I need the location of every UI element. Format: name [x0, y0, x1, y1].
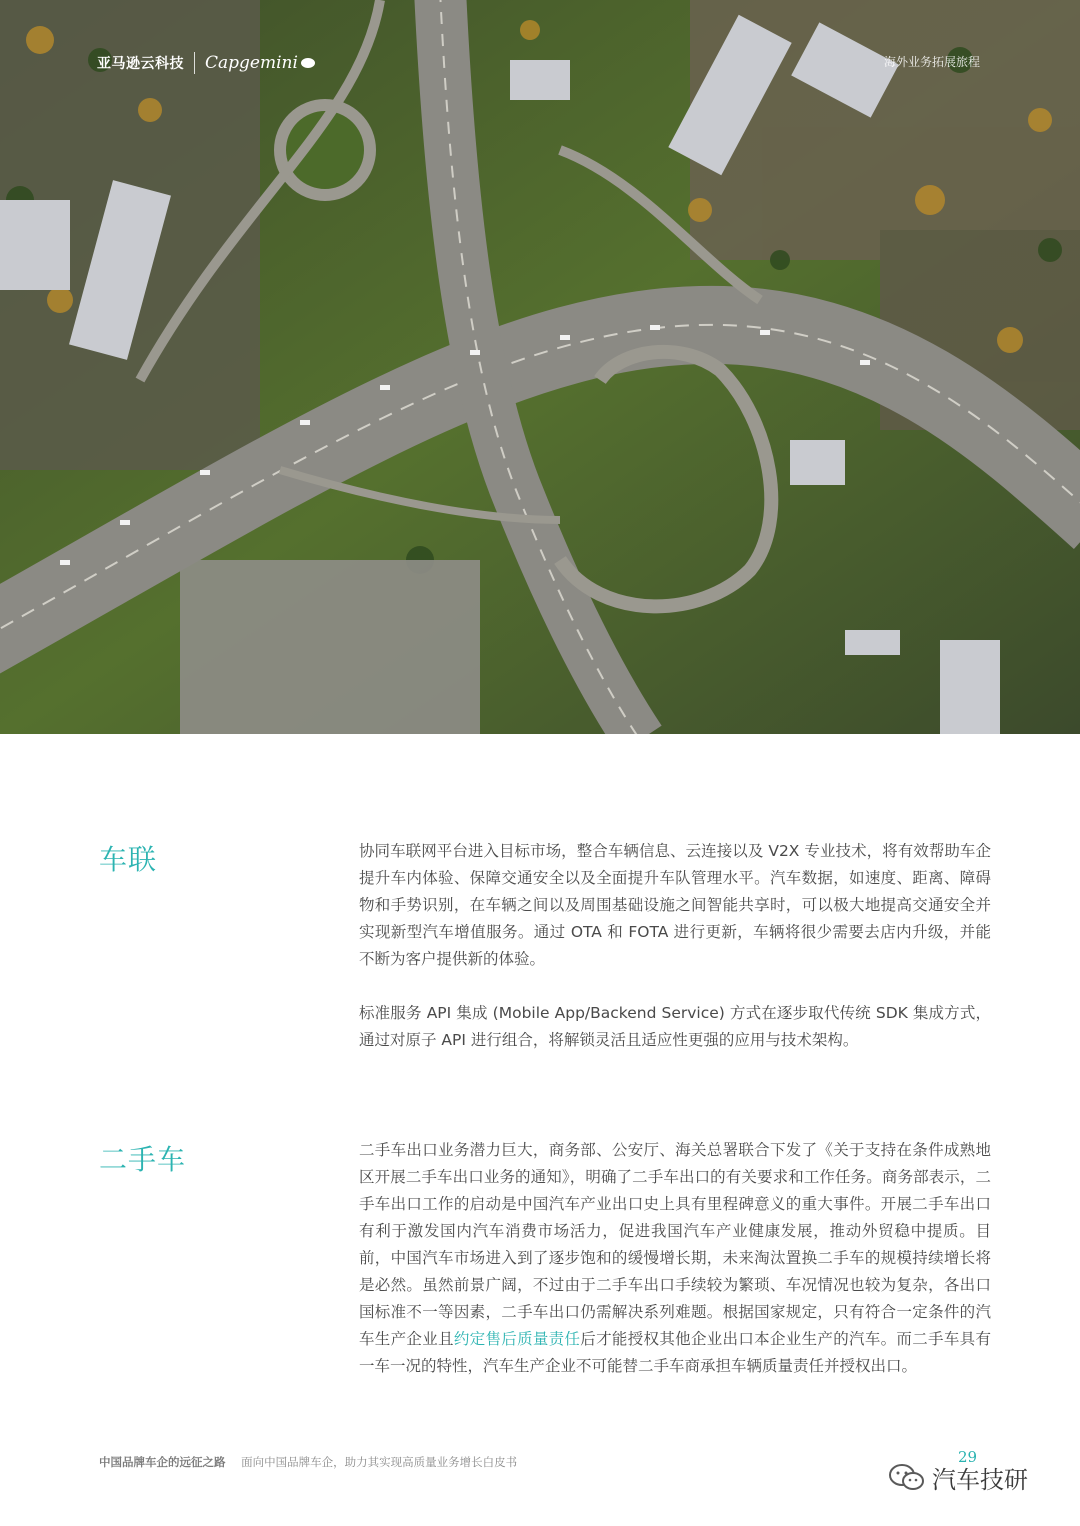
section-title: 车联 [99, 843, 158, 876]
watermark-text: 汽车技研 [932, 1466, 1028, 1494]
page-number: 29 [958, 1448, 978, 1466]
paragraph-text: 二手车出口业务潜力巨大，商务部、公安厅、海关总署联合下发了《关于支持在条件成熟地区开展二手车出口业务的通知》，明确了二手车出口的有关要求和工作任务。商务部表示，二手车出口工作的启动是中国汽车产业出口史上具有里程碑意义的重大事件。开展二手车出口有利于激发国内汽车消费市场活力，促进我国汽车产业健康发展，推动外贸稳中提质。目前，中国汽车市场进入到了逐步饱和的缓慢增长期，未来淘汰置换二手车的规模持续增长将是必然。虽然前景广阔，不过由于二手车出口手续较为繁琐、车况情况也较为复杂，各出口国标准不一等因素，二手车出口仍需解决系列难题。根据国家规定，只有符合一定条件的汽车生产企业且 [359, 1141, 991, 1348]
paragraph-text: 后才能授权其他企业出口本企业生产的汽车。而二手车具有一车一况的特性，汽车生产企业不可能替二手车商承担车辆质量责任并授权出口。 [359, 1330, 991, 1375]
aws-logo: 亚马逊云科技 [97, 56, 184, 72]
wechat-icon [888, 1463, 926, 1493]
section-body [359, 838, 991, 1081]
footer-subtitle: 面向中国品牌车企，助力其实现高质量业务增长白皮书 [241, 1455, 518, 1469]
footer-book-title: 中国品牌车企的远征之路 [99, 1455, 226, 1469]
paragraph [359, 1137, 991, 1380]
section-title: 二手车 [99, 1143, 187, 1176]
section-body [359, 1137, 991, 1407]
wechat-watermark [888, 1460, 1028, 1495]
paragraph: 标准服务 API 集成 (Mobile App/Backend Service) 方式在逐步取代传统 SDK 集成方式，通过对原子 API 进行组合，将解锁灵活且适应性更强的应用与技术架构。 [359, 1004, 991, 1049]
hero-aerial-image [0, 0, 1080, 734]
capgemini-spade-icon [301, 58, 315, 68]
partner-logos [97, 52, 315, 74]
capgemini-logo [205, 53, 315, 73]
chapter-tag: 海外业务拓展旅程 [883, 55, 980, 69]
footer [99, 1454, 517, 1470]
logo-divider [194, 52, 195, 74]
highlighted-phrase: 约定售后质量责任 [453, 1330, 581, 1348]
highway-interchange-illustration [0, 0, 1080, 734]
capgemini-wordmark: Capgemini [205, 53, 298, 73]
paragraph: 协同车联网平台进入目标市场，整合车辆信息、云连接以及 V2X 专业技术，将有效帮助车企提升车内体验、保障交通安全以及全面提升车队管理水平。汽车数据，如速度、距离、障碍物和手势识别，在车辆之间以及周围基础设施之间智能共享时，可以极大地提高交通安全并实现新型汽车增值服务。通过 OTA 和 FOTA 进行更新，车辆将很少需要去店内升级，并能不断为客户提供新的体验。 [359, 842, 991, 968]
